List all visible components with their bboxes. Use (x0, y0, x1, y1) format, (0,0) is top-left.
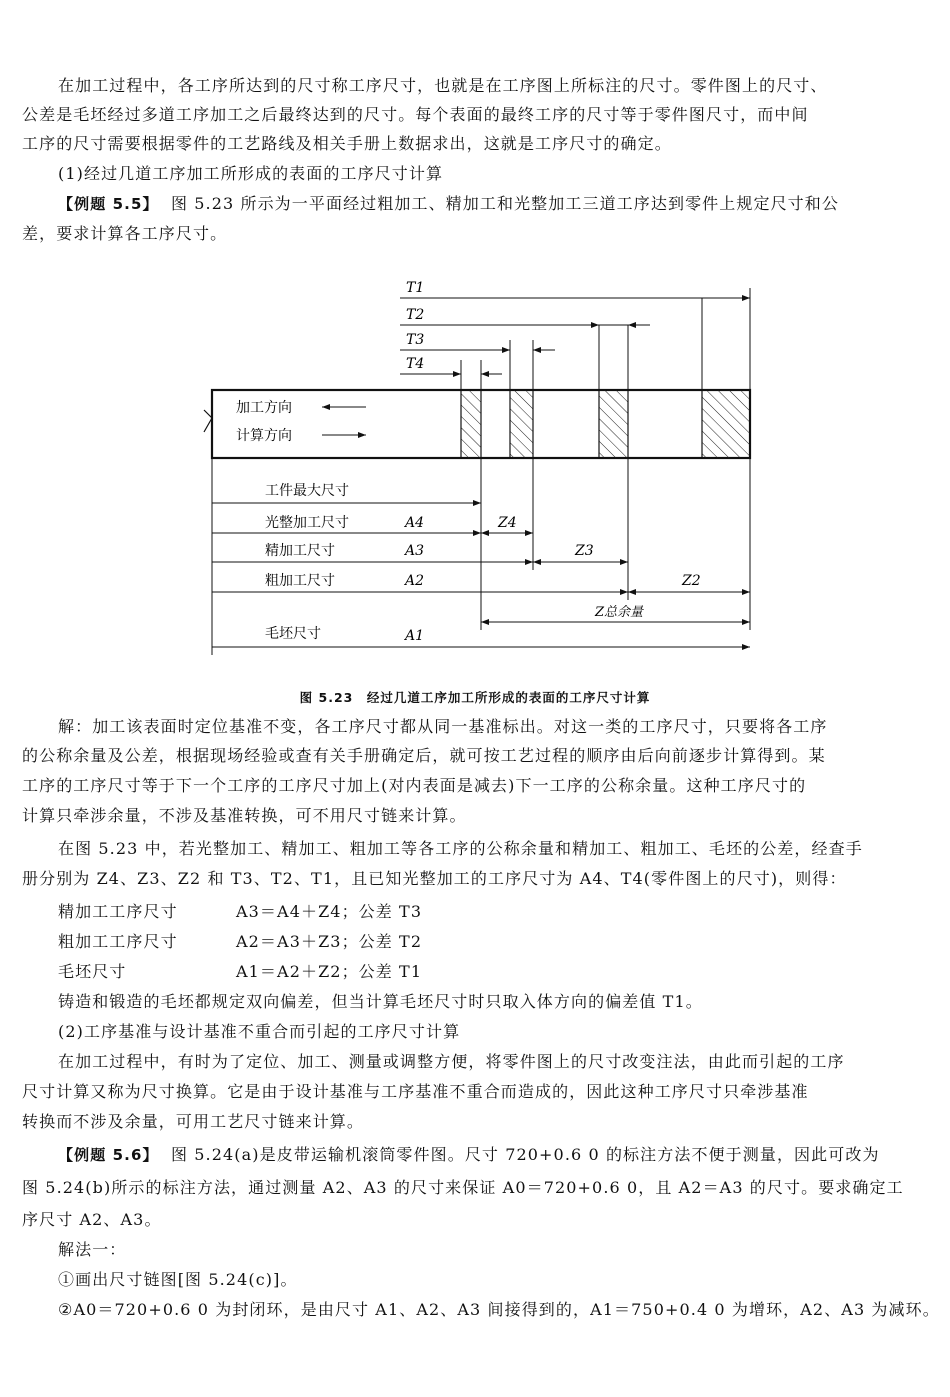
equation-label: 精加工工序尺寸 (58, 902, 178, 921)
t4-label: T4 (406, 356, 425, 372)
figure-caption: 图 5.23 经过几道工序加工所形成的表面的工序尺寸计算 (299, 690, 651, 705)
equation-formula: A1＝A2＋Z2；公差 T1 (236, 962, 423, 981)
paragraph-line: 铸造和锻造的毛坯都规定双向偏差，但当计算毛坯尺寸时只取入体方向的偏差值 T1。 (58, 992, 703, 1011)
method-step: ①画出尺寸链图[图 5.24(c)]。 (58, 1270, 298, 1289)
paragraph-line: 图 5.24(b)所示的标注方法，通过测量 A2、A3 的尺寸来保证 A0＝720+0.6 0，且 A2＝A3 的尺寸。要求确定工 (22, 1178, 904, 1197)
blank-allowance (702, 390, 750, 458)
example-line (58, 194, 950, 214)
calculation-direction-label: 计算方向 (236, 428, 292, 444)
t2-label: T2 (406, 307, 425, 323)
section-heading: (1)经过几道工序加工所形成的表面的工序尺寸计算 (58, 164, 444, 183)
max-size-label: 工件最大尺寸 (265, 483, 349, 499)
paragraph-line: 在图 5.23 中，若光整加工、精加工、粗加工等各工序的公称余量和精加工、粗加工、毛坯的公差，经查手 (58, 839, 863, 858)
paragraph-line: 在加工过程中，有时为了定位、加工、测量或调整方便，将零件图上的尺寸改变注法，由此而引起的工序 (58, 1052, 845, 1071)
a4-label: A4 (405, 515, 425, 531)
equation-row (58, 962, 950, 982)
allowance-z3 (510, 390, 533, 458)
example-label: 【例题 5.6】 (58, 1146, 159, 1164)
example-line (58, 1145, 950, 1165)
paragraph-line: 工序的尺寸需要根据零件的工艺路线及相关手册上数据求出，这就是工序尺寸的确定。 (22, 134, 672, 153)
figure-5-23 (190, 270, 770, 665)
paragraph-line: 差，要求计算各工序尺寸。 (22, 224, 228, 243)
example-label: 【例题 5.5】 (58, 195, 159, 213)
equation-formula: A2＝A3＋Z3；公差 T2 (236, 932, 423, 951)
z2-label: Z2 (682, 573, 701, 589)
t1-label: T1 (406, 280, 425, 296)
fine-size-label: 精加工尺寸 (265, 543, 335, 559)
rough-size-label: 粗加工尺寸 (265, 573, 335, 589)
paragraph-line: 计算只牵涉余量，不涉及基准转换，可不用尺寸链来计算。 (22, 806, 467, 825)
paragraph-line: 序尺寸 A2、A3。 (22, 1210, 162, 1229)
blank-size-label: 毛坯尺寸 (265, 626, 321, 642)
equation-label: 毛坯尺寸 (58, 962, 127, 981)
a1-label: A1 (405, 628, 425, 644)
example-text: 图 5.23 所示为一平面经过粗加工、精加工和光整加工三道工序达到零件上规定尺寸和公 (170, 194, 839, 213)
paragraph-line: 册分别为 Z4、Z3、Z2 和 T3、T2、T1，且已知光整加工的工序尺寸为 A4、T4(零件图上的尺寸)，则得： (22, 869, 847, 888)
paragraph-line: 在加工过程中，各工序所达到的尺寸称工序尺寸，也就是在工序图上所标注的尺寸。零件图上的尺寸、 (58, 76, 828, 95)
a2-label: A2 (405, 573, 425, 589)
paragraph-line: 解：加工该表面时定位基准不变，各工序尺寸都从同一基准标出。对这一类的工序尺寸，只要将各工序 (58, 717, 828, 736)
equation-label: 粗加工工序尺寸 (58, 932, 178, 951)
finishing-size-label: 光整加工尺寸 (265, 515, 349, 531)
example-text: 图 5.24(a)是皮带运输机滚筒零件图。尺寸 720+0.6 0 的标注方法不便于测量，因此可改为 (170, 1145, 880, 1164)
z4-label: Z4 (498, 515, 517, 531)
equation-row (58, 902, 950, 922)
method-heading: 解法一： (58, 1240, 127, 1259)
paragraph-line: 工序的工序尺寸等于下一个工序的工序尺寸加上(对内表面是减去)下一工序的公称余量。这种工序尺寸的 (22, 776, 807, 795)
a3-label: A3 (405, 543, 425, 559)
datum-symbol (204, 410, 212, 432)
equation-row (58, 932, 950, 952)
z-total-label: Z总余量 (595, 605, 644, 620)
allowance-z2 (599, 390, 628, 458)
paragraph-line: 转换而不涉及余量，可用工艺尺寸链来计算。 (22, 1112, 365, 1131)
section-heading: (2)工序基准与设计基准不重合而引起的工序尺寸计算 (58, 1022, 461, 1041)
paragraph-line: 公差是毛坯经过多道工序加工之后最终达到的尺寸。每个表面的最终工序的尺寸等于零件图尺寸，而中间 (22, 105, 809, 124)
paragraph-line: 的公称余量及公差，根据现场经验或查有关手册确定后，就可按工艺过程的顺序由后向前逐步计算得到。某 (22, 746, 826, 765)
equation-formula: A3＝A4＋Z4；公差 T3 (236, 902, 423, 921)
method-step: ②A0＝720+0.6 0 为封闭环，是由尺寸 A1、A2、A3 间接得到的，A1＝750+0.4 0 为增环，A2、A3 为减环。 (58, 1300, 940, 1319)
paragraph-line: 尺寸计算又称为尺寸换算。它是由于设计基准与工序基准不重合而造成的，因此这种工序尺寸只牵涉基准 (22, 1082, 809, 1101)
machining-direction-label: 加工方向 (236, 400, 292, 416)
allowance-z4 (461, 390, 481, 458)
t3-label: T3 (406, 332, 425, 348)
z3-label: Z3 (575, 543, 594, 559)
